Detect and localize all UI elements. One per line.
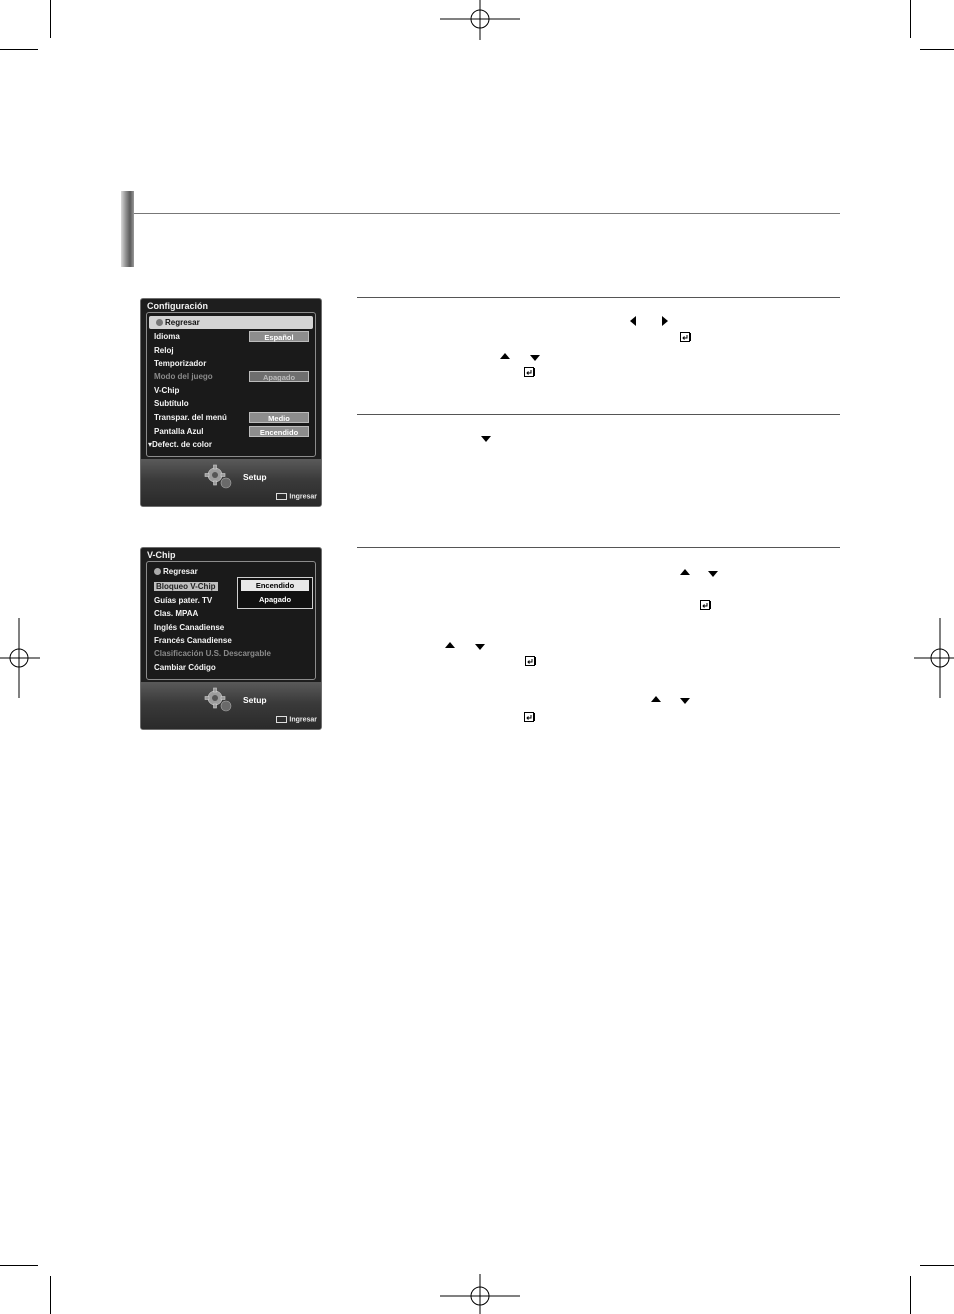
menu-item-idioma[interactable] (147, 330, 315, 343)
menu-footer-label: Setup (243, 472, 267, 482)
down-arrow-icon (680, 698, 690, 704)
menu-item-label: Pantalla Azul (154, 427, 204, 436)
menu-footer (141, 682, 321, 729)
up-arrow-icon (680, 569, 690, 575)
step-rule (357, 297, 840, 298)
menu-item-value: Medio (249, 412, 309, 423)
menu-item-regresar[interactable] (149, 316, 313, 329)
menu-title: V-Chip (147, 550, 176, 560)
gear-icon (203, 686, 233, 714)
section-header-rule (134, 213, 840, 214)
menu-item-label: ▾Defect. de color (148, 440, 213, 449)
step-rule (357, 414, 840, 415)
menu-item-label: V-Chip (154, 386, 180, 395)
menu-item-label: Transpar. del menú (154, 413, 227, 422)
return-icon (154, 568, 161, 575)
menu-item-label: Guías pater. TV (154, 596, 213, 605)
right-arrow-icon (662, 316, 668, 326)
crop-mark (920, 1265, 954, 1266)
up-arrow-icon (651, 696, 661, 702)
menu-item-cambiar-codigo[interactable] (147, 661, 315, 674)
menu-item-subtitulo[interactable] (147, 397, 315, 410)
crop-mark (50, 1276, 51, 1314)
enter-icon (276, 716, 287, 723)
down-arrow-icon (475, 644, 485, 650)
crop-mark (50, 0, 51, 38)
menu-item-label: Modo del juego (154, 372, 213, 381)
menu-item-pantalla-azul[interactable] (147, 425, 315, 438)
crop-mark (0, 49, 38, 50)
menu-item-label: Inglés Canadiense (154, 623, 225, 632)
menu-item-value: Apagado (249, 371, 309, 382)
menu-item-label: Francés Canadiense (154, 636, 232, 645)
enter-icon (680, 332, 692, 342)
menu-item-label: Clasificación U.S. Descargable (154, 649, 271, 658)
registration-mark-left (0, 618, 40, 698)
menu-item-temporizador[interactable] (147, 357, 315, 370)
menu-item-label: Regresar (163, 567, 198, 576)
gear-icon (203, 463, 233, 491)
up-arrow-icon (445, 642, 455, 648)
crop-mark (910, 0, 911, 38)
menu-item-label: Subtítulo (154, 399, 189, 408)
menu-item-label: Clas. MPAA (154, 609, 199, 618)
menu-footer-label: Setup (243, 695, 267, 705)
enter-hint-label: Ingresar (289, 716, 317, 724)
enter-hint (276, 493, 317, 500)
down-arrow-icon (708, 571, 718, 577)
step-rule (357, 547, 840, 548)
crop-mark (920, 49, 954, 50)
enter-hint-label: Ingresar (289, 493, 317, 501)
menu-item-clasificacion-us (147, 647, 315, 660)
menu-item-value: Encendido (249, 426, 309, 437)
left-arrow-icon (630, 316, 636, 326)
menu-item-modo-del-juego (147, 370, 315, 383)
menu-item-ingles-canadiense[interactable] (147, 621, 315, 634)
down-arrow-icon (481, 436, 491, 442)
registration-mark-bottom (440, 1274, 520, 1314)
menu-item-label: Idioma (154, 332, 180, 341)
enter-icon (524, 712, 536, 722)
menu-title: Configuración (147, 301, 208, 311)
crop-mark (910, 1276, 911, 1314)
enter-icon (276, 493, 287, 500)
vchip-menu-screen (140, 547, 322, 730)
menu-footer (141, 459, 321, 506)
up-arrow-icon (500, 353, 510, 359)
menu-item-reloj[interactable] (147, 344, 315, 357)
menu-item-label: Temporizador (154, 359, 207, 368)
enter-icon (700, 600, 712, 610)
menu-item-frances-canadiense[interactable] (147, 634, 315, 647)
section-header-bar (121, 191, 134, 267)
vchip-lock-popup (237, 577, 313, 609)
crop-mark (0, 1265, 38, 1266)
menu-item-label: Regresar (165, 318, 200, 327)
enter-icon (525, 656, 537, 666)
popup-option-encendido[interactable]: Encendido (241, 580, 309, 591)
menu-item-label: Cambiar Código (154, 663, 216, 672)
registration-mark-right (914, 618, 954, 698)
menu-item-label: Reloj (154, 346, 174, 355)
enter-icon (524, 367, 536, 377)
registration-mark-top (440, 0, 520, 40)
menu-item-v-chip[interactable] (147, 384, 315, 397)
down-arrow-icon (530, 355, 540, 361)
vchip-menu-list (146, 561, 316, 680)
menu-item-label: Bloqueo V-Chip (156, 582, 216, 591)
popup-option-apagado[interactable]: Apagado (258, 595, 292, 604)
setup-menu-list (146, 312, 316, 457)
setup-menu-screen (140, 298, 322, 507)
return-icon (156, 319, 163, 326)
menu-item-defect-color[interactable] (147, 438, 315, 451)
menu-item-transparencia[interactable] (147, 411, 315, 424)
menu-item-value: Español (249, 331, 309, 342)
enter-hint (276, 716, 317, 723)
